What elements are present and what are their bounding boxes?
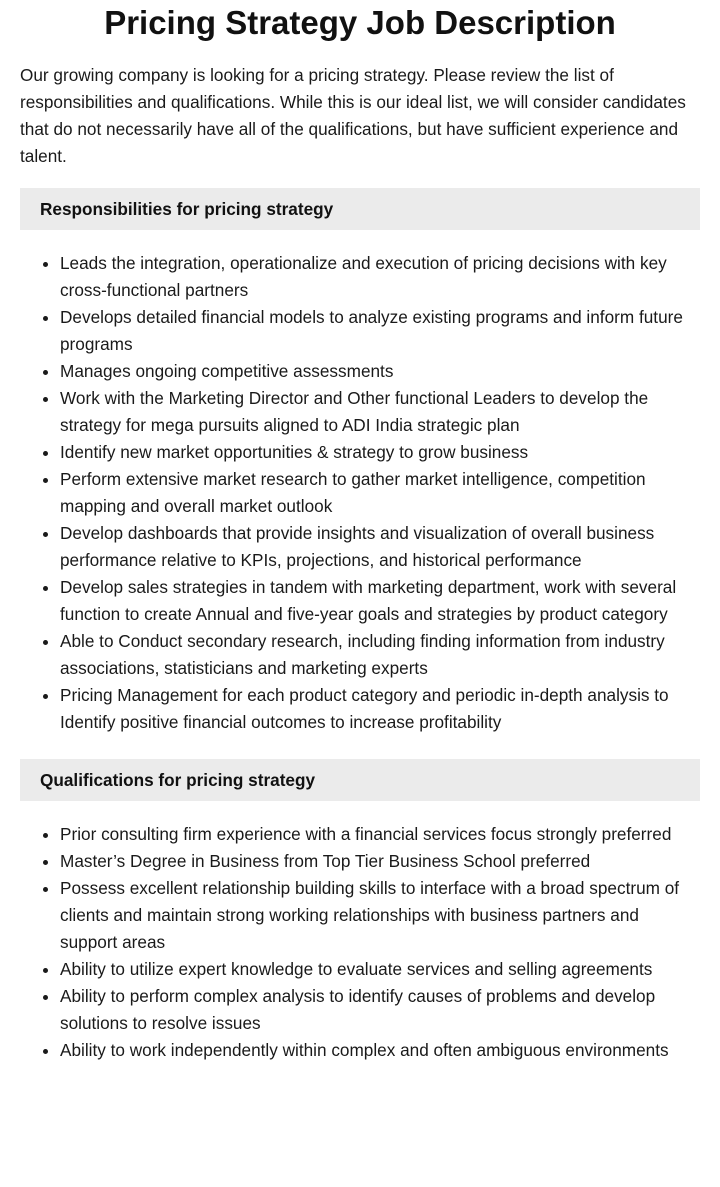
qualifications-list bbox=[20, 821, 700, 1064]
list-item: • Develop sales strategies in tandem with marketing department, work with several function to create Annual and five-year goals and strategies by product category bbox=[60, 574, 700, 628]
intro-paragraph: Our growing company is looking for a pricing strategy. Please review the list of responsibilities and qualifications. While this is our ideal list, we will consider candidates that do not necessarily have all of the qualifications, but have sufficient experience and talent. bbox=[20, 65, 686, 166]
list-item: • Leads the integration, operationalize and execution of pricing decisions with key cross-functional partners bbox=[60, 250, 700, 304]
section-spacer bbox=[20, 736, 700, 741]
qualifications-heading: Qualifications for pricing strategy bbox=[20, 759, 700, 801]
list-item: • Ability to perform complex analysis to identify causes of problems and develop solutions to resolve issues bbox=[60, 983, 700, 1037]
list-item: • Manages ongoing competitive assessments bbox=[60, 358, 700, 385]
list-item: • Ability to work independently within complex and often ambiguous environments bbox=[60, 1037, 700, 1064]
responsibilities-heading: Responsibilities for pricing strategy bbox=[20, 188, 700, 230]
list-item: • Prior consulting firm experience with a financial services focus strongly preferred bbox=[60, 821, 700, 848]
list-item: • Ability to utilize expert knowledge to evaluate services and selling agreements bbox=[60, 956, 700, 983]
list-item: • Develops detailed financial models to analyze existing programs and inform future programs bbox=[60, 304, 700, 358]
list-item: • Possess excellent relationship building skills to interface with a broad spectrum of clients and maintain strong working relationships with business partners and support areas bbox=[60, 875, 700, 956]
list-item: • Pricing Management for each product category and periodic in-depth analysis to Identify positive financial outcomes to increase profitability bbox=[60, 682, 700, 736]
list-item: • Master’s Degree in Business from Top Tier Business School preferred bbox=[60, 848, 700, 875]
page-title: Pricing Strategy Job Description bbox=[104, 4, 616, 41]
list-item: • Identify new market opportunities & strategy to grow business bbox=[60, 439, 700, 466]
list-item: • Develop dashboards that provide insights and visualization of overall business performance relative to KPIs, projections, and historical performance bbox=[60, 520, 700, 574]
list-item: • Able to Conduct secondary research, including finding information from industry associations, statisticians and marketing experts bbox=[60, 628, 700, 682]
responsibilities-list bbox=[20, 250, 700, 736]
list-item: • Work with the Marketing Director and Other functional Leaders to develop the strategy for mega pursuits aligned to ADI India strategic plan bbox=[60, 385, 700, 439]
list-item: • Perform extensive market research to gather market intelligence, competition mapping and overall market outlook bbox=[60, 466, 700, 520]
